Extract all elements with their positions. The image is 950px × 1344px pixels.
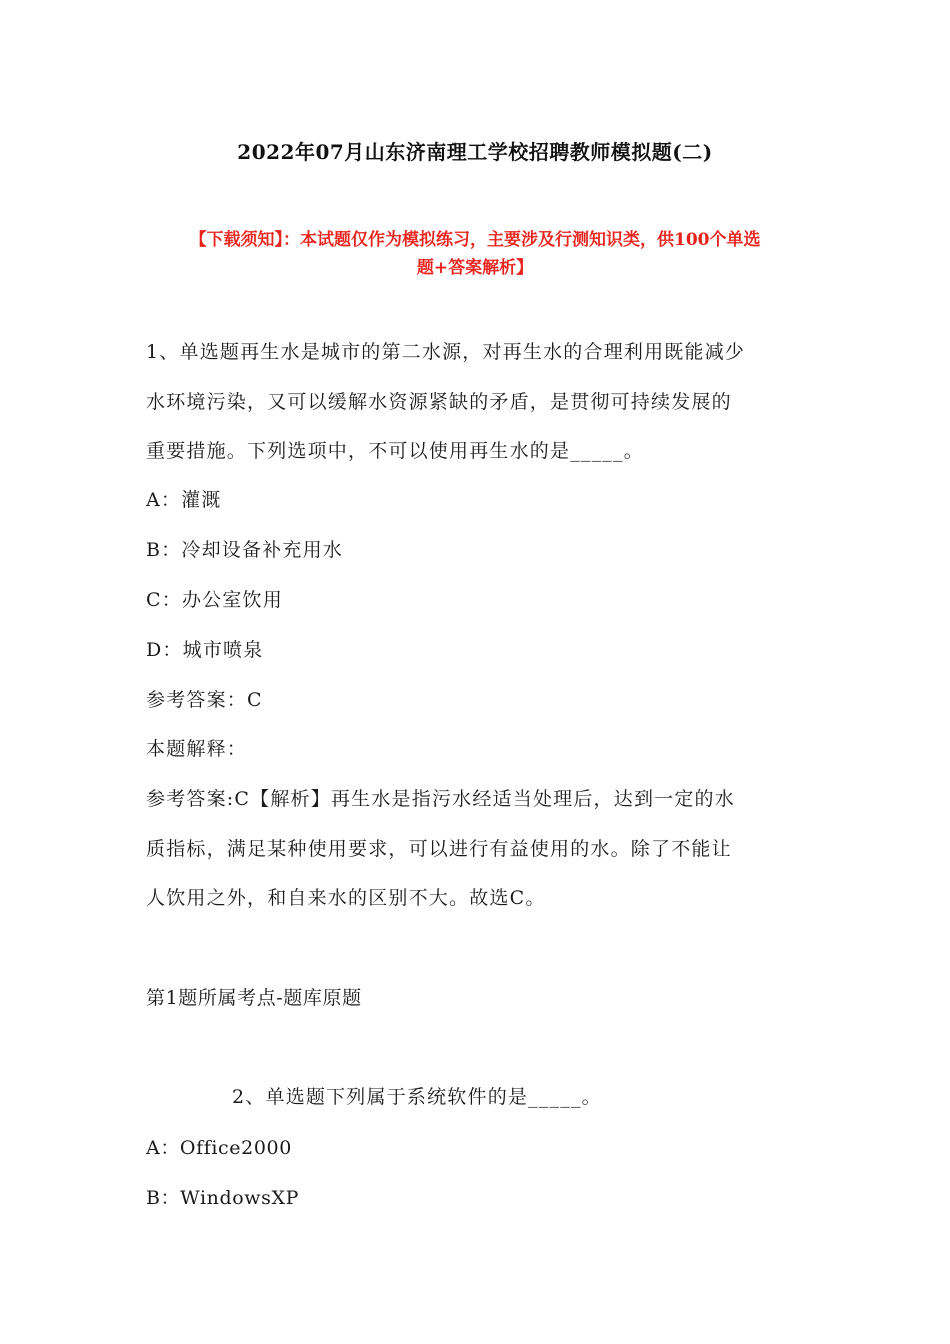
notice-line-2: 题+答案解析】	[416, 258, 534, 278]
question-1-explanation-label: 本题解释：	[146, 738, 248, 760]
question-1-stem-line-3: 重要措施。下列选项中，不可以使用再生水的是_____。	[146, 440, 644, 462]
question-1-option-c: C：办公室饮用	[146, 589, 283, 611]
question-1-explanation-line-2: 质指标，满足某种使用要求，可以进行有益使用的水。除了不能让	[146, 838, 732, 860]
question-1-option-b: B：冷却设备补充用水	[146, 539, 343, 561]
question-1-topic: 第1题所属考点-题库原题	[146, 987, 362, 1009]
question-2-option-a: A：Office2000	[146, 1137, 292, 1159]
question-1-option-d: D：城市喷泉	[146, 639, 264, 661]
question-1-explanation-line-3: 人饮用之外，和自来水的区别不大。故选C。	[146, 887, 546, 909]
question-1-explanation-line-1: 参考答案:C【解析】再生水是指污水经适当处理后，达到一定的水	[146, 788, 735, 810]
document-title: 2022年07月山东济南理工学校招聘教师模拟题(二)	[237, 140, 713, 164]
question-1-option-a: A：灌溉	[146, 489, 222, 511]
question-1-answer: 参考答案：C	[146, 689, 263, 711]
question-2-stem: 2、单选题下列属于系统软件的是_____。	[232, 1086, 602, 1108]
notice-line-1: 【下载须知】：本试题仅作为模拟练习，主要涉及行测知识类，供100个单选	[189, 230, 761, 250]
question-1-stem-line-1: 1、单选题再生水是城市的第二水源，对再生水的合理利用既能减少	[146, 341, 746, 363]
question-2-option-b: B：WindowsXP	[146, 1187, 299, 1209]
question-1-stem-line-2: 水环境污染，又可以缓解水资源紧缺的矛盾，是贯彻可持续发展的	[146, 391, 732, 413]
download-notice	[150, 226, 800, 282]
